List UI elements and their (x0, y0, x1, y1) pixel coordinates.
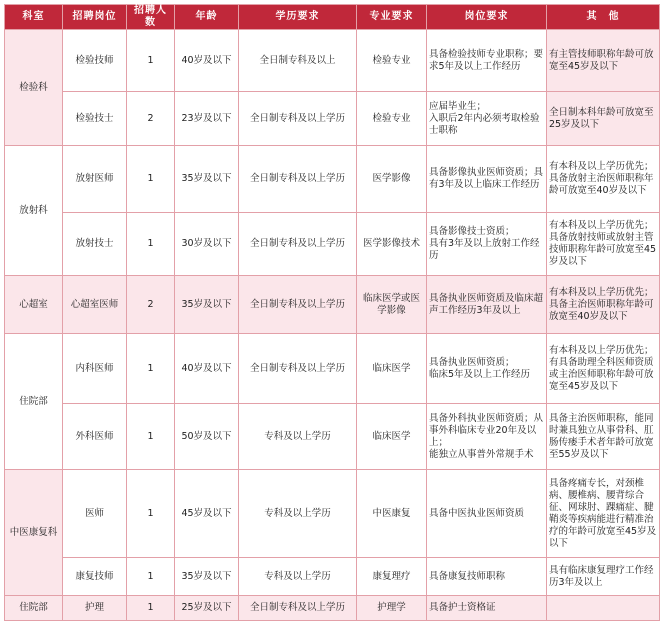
age-cell: 40岁及以下 (175, 334, 239, 404)
count-cell: 1 (127, 30, 175, 92)
header-count: 招聘人数 (127, 5, 175, 30)
other-cell: 全日制本科年龄可放宽至25岁及以下 (547, 92, 660, 146)
position-cell: 心超室医师 (63, 276, 127, 334)
department-cell: 检验科 (5, 30, 63, 146)
count-cell: 1 (127, 334, 175, 404)
major-cell: 中医康复 (357, 470, 427, 558)
major-cell: 医学影像 (357, 146, 427, 213)
department-cell: 心超室 (5, 276, 63, 334)
education-cell: 专科及以上学历 (239, 404, 357, 470)
other-cell: 有本科及以上学历优先；具备放射主治医师职称年龄可放宽至40岁及以下 (547, 146, 660, 213)
table-row (5, 30, 660, 92)
education-cell: 专科及以上学历 (239, 558, 357, 596)
position-cell: 内科医师 (63, 334, 127, 404)
position-cell: 康复技师 (63, 558, 127, 596)
position-cell: 检验技师 (63, 30, 127, 92)
table-row (5, 334, 660, 404)
major-cell: 检验专业 (357, 92, 427, 146)
count-cell: 1 (127, 596, 175, 621)
table-row (5, 146, 660, 213)
age-cell: 40岁及以下 (175, 30, 239, 92)
requirement-cell: 具备中医执业医师资质 (427, 470, 547, 558)
table-row (5, 470, 660, 558)
count-cell: 1 (127, 470, 175, 558)
header-row (5, 5, 660, 30)
requirement-cell: 具备执业医师资质及临床超声工作经历3年及以上 (427, 276, 547, 334)
position-cell: 检验技士 (63, 92, 127, 146)
major-cell: 康复理疗 (357, 558, 427, 596)
education-cell: 全日制专科及以上学历 (239, 92, 357, 146)
department-cell: 住院部 (5, 596, 63, 621)
table-row (5, 276, 660, 334)
major-cell: 临床医学或医学影像 (357, 276, 427, 334)
table-row (5, 558, 660, 596)
header-requirement: 岗位要求 (427, 5, 547, 30)
header-other: 其 他 (547, 5, 660, 30)
major-cell: 检验专业 (357, 30, 427, 92)
position-cell: 放射技士 (63, 213, 127, 276)
header-education: 学历要求 (239, 5, 357, 30)
other-cell (547, 596, 660, 621)
position-cell: 放射医师 (63, 146, 127, 213)
age-cell: 50岁及以下 (175, 404, 239, 470)
table-row (5, 213, 660, 276)
other-cell: 具备主治医师职称，能同时兼具独立从事骨科、肛肠传瘘手术者年龄可放宽至55岁及以下 (547, 404, 660, 470)
department-cell: 放射科 (5, 146, 63, 276)
other-cell: 有本科及以上学历优先；具备放射技师或放射主管技师职称年龄可放宽至45岁及以下 (547, 213, 660, 276)
count-cell: 1 (127, 558, 175, 596)
major-cell: 临床医学 (357, 404, 427, 470)
age-cell: 25岁及以下 (175, 596, 239, 621)
education-cell: 全日制专科及以上学历 (239, 596, 357, 621)
count-cell: 2 (127, 276, 175, 334)
count-cell: 1 (127, 146, 175, 213)
education-cell: 全日制专科及以上 (239, 30, 357, 92)
header-position: 招聘岗位 (63, 5, 127, 30)
other-cell: 具备疼痛专长，对颈椎病、腰椎病、腰背综合征、网球肘、踝痛症、腱鞘炎等疾病能进行精准治疗的年龄可放宽至45岁及以下 (547, 470, 660, 558)
age-cell: 35岁及以下 (175, 558, 239, 596)
requirement-cell: 具备检验技师专业职称；要求5年及以上工作经历 (427, 30, 547, 92)
count-cell: 1 (127, 404, 175, 470)
age-cell: 35岁及以下 (175, 276, 239, 334)
count-cell: 2 (127, 92, 175, 146)
requirement-cell: 具备执业医师资质； 临床5年及以上工作经历 (427, 334, 547, 404)
other-cell: 有本科及以上学历优先；具备主治医师职称年龄可放宽至40岁及以下 (547, 276, 660, 334)
age-cell: 35岁及以下 (175, 146, 239, 213)
requirement-cell: 具备影像执业医师资质；具有3年及以上临床工作经历 (427, 146, 547, 213)
major-cell: 医学影像技术 (357, 213, 427, 276)
age-cell: 45岁及以下 (175, 470, 239, 558)
table-row (5, 404, 660, 470)
education-cell: 全日制专科及以上学历 (239, 213, 357, 276)
table-row (5, 92, 660, 146)
header-department: 科室 (5, 5, 63, 30)
position-cell: 医师 (63, 470, 127, 558)
major-cell: 临床医学 (357, 334, 427, 404)
requirement-cell: 具备护士资格证 (427, 596, 547, 621)
education-cell: 全日制专科及以上学历 (239, 146, 357, 213)
header-age: 年龄 (175, 5, 239, 30)
education-cell: 专科及以上学历 (239, 470, 357, 558)
table-row (5, 596, 660, 621)
major-cell: 护理学 (357, 596, 427, 621)
department-cell: 中医康复科 (5, 470, 63, 596)
requirement-cell: 应届毕业生； 入职后2年内必须考取检验士职称 (427, 92, 547, 146)
requirement-cell: 具备影像技士资质； 具有3年及以上放射工作经历 (427, 213, 547, 276)
department-cell: 住院部 (5, 334, 63, 470)
count-cell: 1 (127, 213, 175, 276)
position-cell: 外科医师 (63, 404, 127, 470)
requirement-cell: 具备康复技师职称 (427, 558, 547, 596)
education-cell: 全日制专科及以上学历 (239, 276, 357, 334)
recruitment-table (4, 4, 660, 621)
header-major: 专业要求 (357, 5, 427, 30)
age-cell: 30岁及以下 (175, 213, 239, 276)
other-cell: 有本科及以上学历优先；有具备助理全科医师资质或主治医师职称年龄可放宽至45岁及以下 (547, 334, 660, 404)
education-cell: 全日制专科及以上学历 (239, 334, 357, 404)
requirement-cell: 具备外科执业医师资质；从事外科临床专业20年及以上； 能独立从事普外常规手术 (427, 404, 547, 470)
other-cell: 具有临床康复理疗工作经历3年及以上 (547, 558, 660, 596)
other-cell: 有主管技师职称年龄可放宽至45岁及以下 (547, 30, 660, 92)
age-cell: 23岁及以下 (175, 92, 239, 146)
position-cell: 护理 (63, 596, 127, 621)
